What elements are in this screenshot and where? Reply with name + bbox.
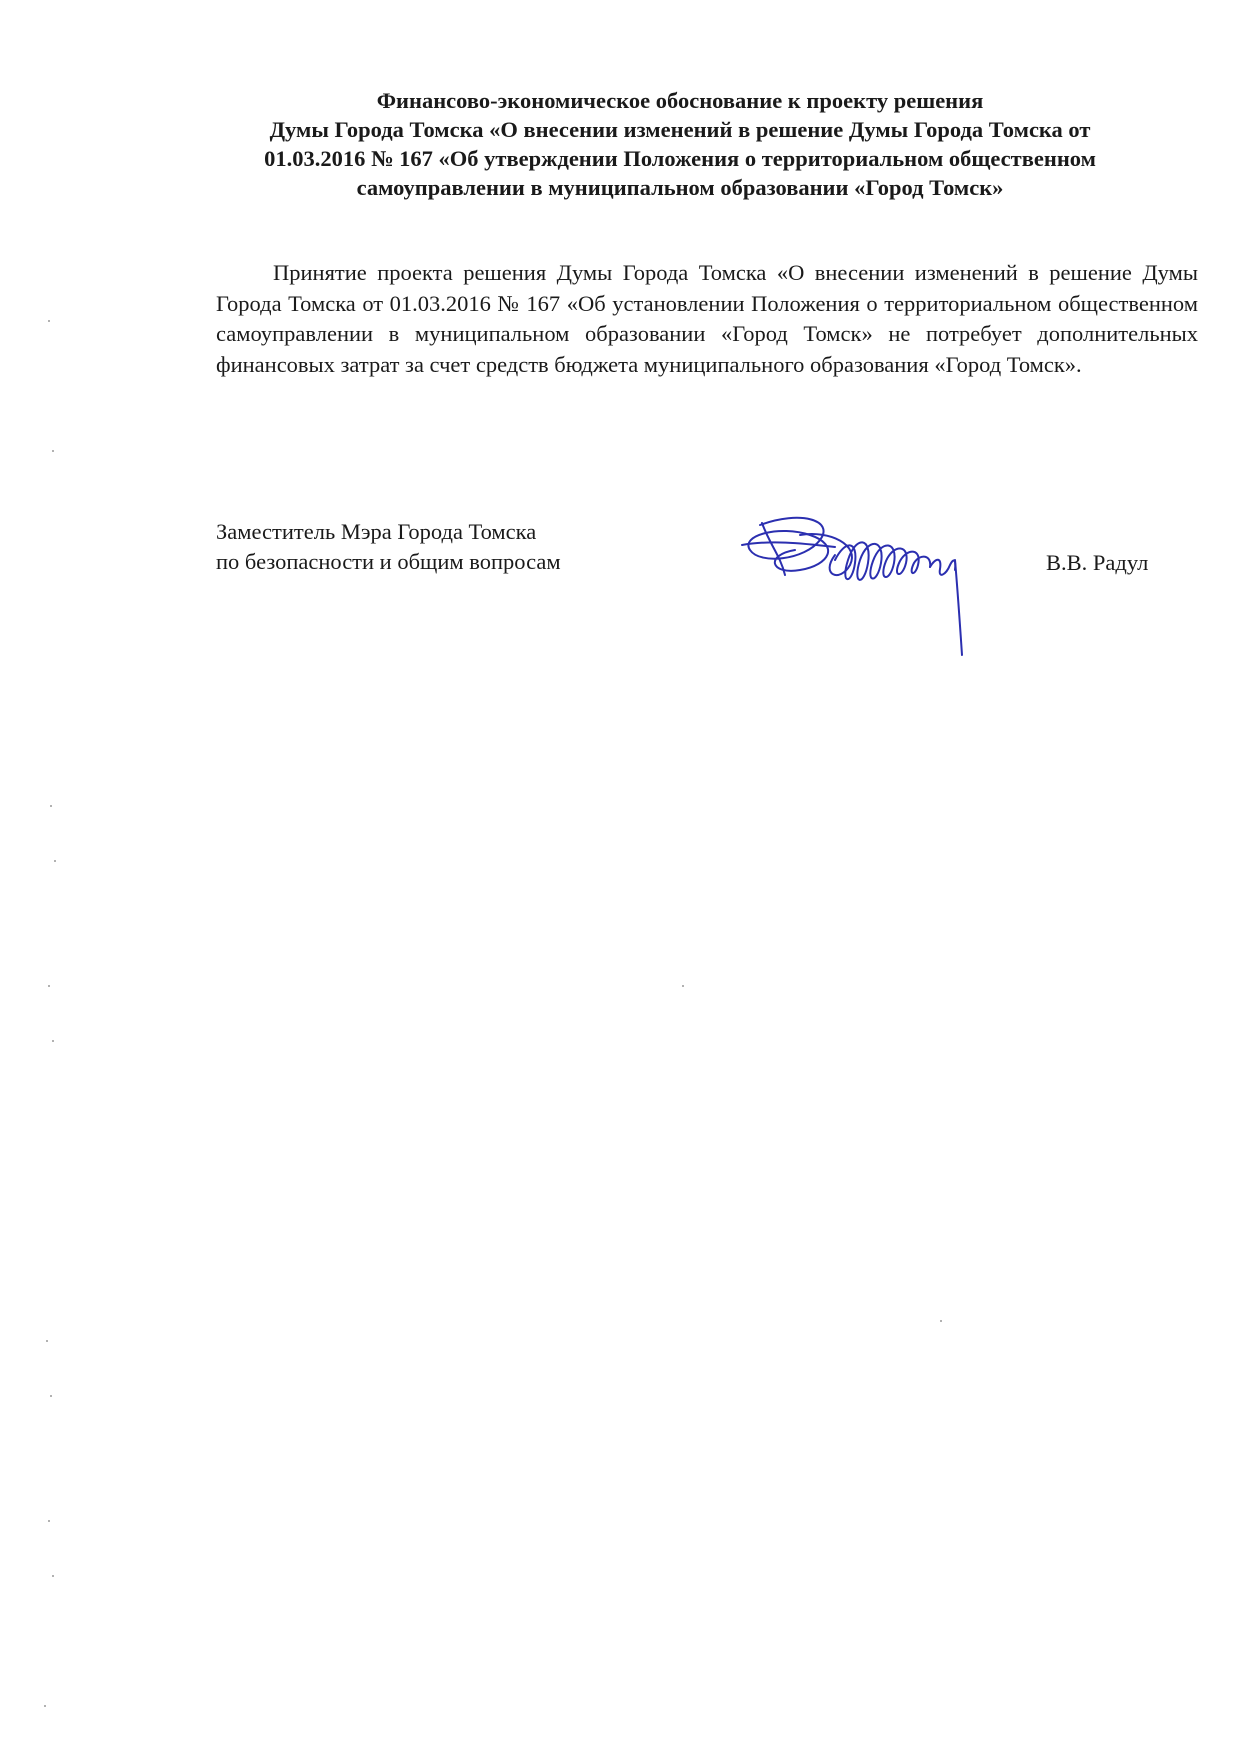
scan-speck <box>52 1575 54 1577</box>
scan-speck <box>46 1340 48 1342</box>
document-title <box>200 86 1160 202</box>
scan-speck <box>52 1040 54 1042</box>
scan-speck <box>940 1320 942 1322</box>
scan-speck <box>682 985 684 987</box>
scan-speck <box>48 985 50 987</box>
scan-speck <box>50 1395 52 1397</box>
scan-speck <box>48 320 50 322</box>
title-line-1: Финансово-экономическое обоснование к проекту решения <box>376 88 984 113</box>
title-line-3: 01.03.2016 № 167 «Об утверждении Положения о территориальном общественном <box>264 146 1096 171</box>
scan-speck <box>48 1520 50 1522</box>
title-line-2: Думы Города Томска «О внесении изменений в решение Думы Города Томска от <box>269 117 1091 142</box>
scan-speck <box>52 450 54 452</box>
body-paragraph: Принятие проекта решения Думы Города Томска «О внесении изменений в решение Думы Города Томска от 01.03.2016 № 167 «Об установлении Положения о территориальном общественном самоуправлении в муниципальном образовании «Город Томск» не потребует дополнительных финансовых затрат за счет средств бюджета муниципального образования «Город Томск». <box>216 260 1198 377</box>
signatory-name: В.В. Радул <box>1046 550 1149 575</box>
scan-speck <box>50 805 52 807</box>
handwritten-signature <box>740 505 1030 660</box>
scan-speck <box>54 860 56 862</box>
signatory-position <box>216 517 561 577</box>
title-line-4: самоуправлении в муниципальном образовании «Город Томск» <box>356 175 1004 200</box>
scan-speck <box>44 1705 46 1707</box>
signatory-position-line-1: Заместитель Мэра Города Томска <box>216 519 537 544</box>
signatory-position-line-2: по безопасности и общим вопросам <box>216 549 561 574</box>
